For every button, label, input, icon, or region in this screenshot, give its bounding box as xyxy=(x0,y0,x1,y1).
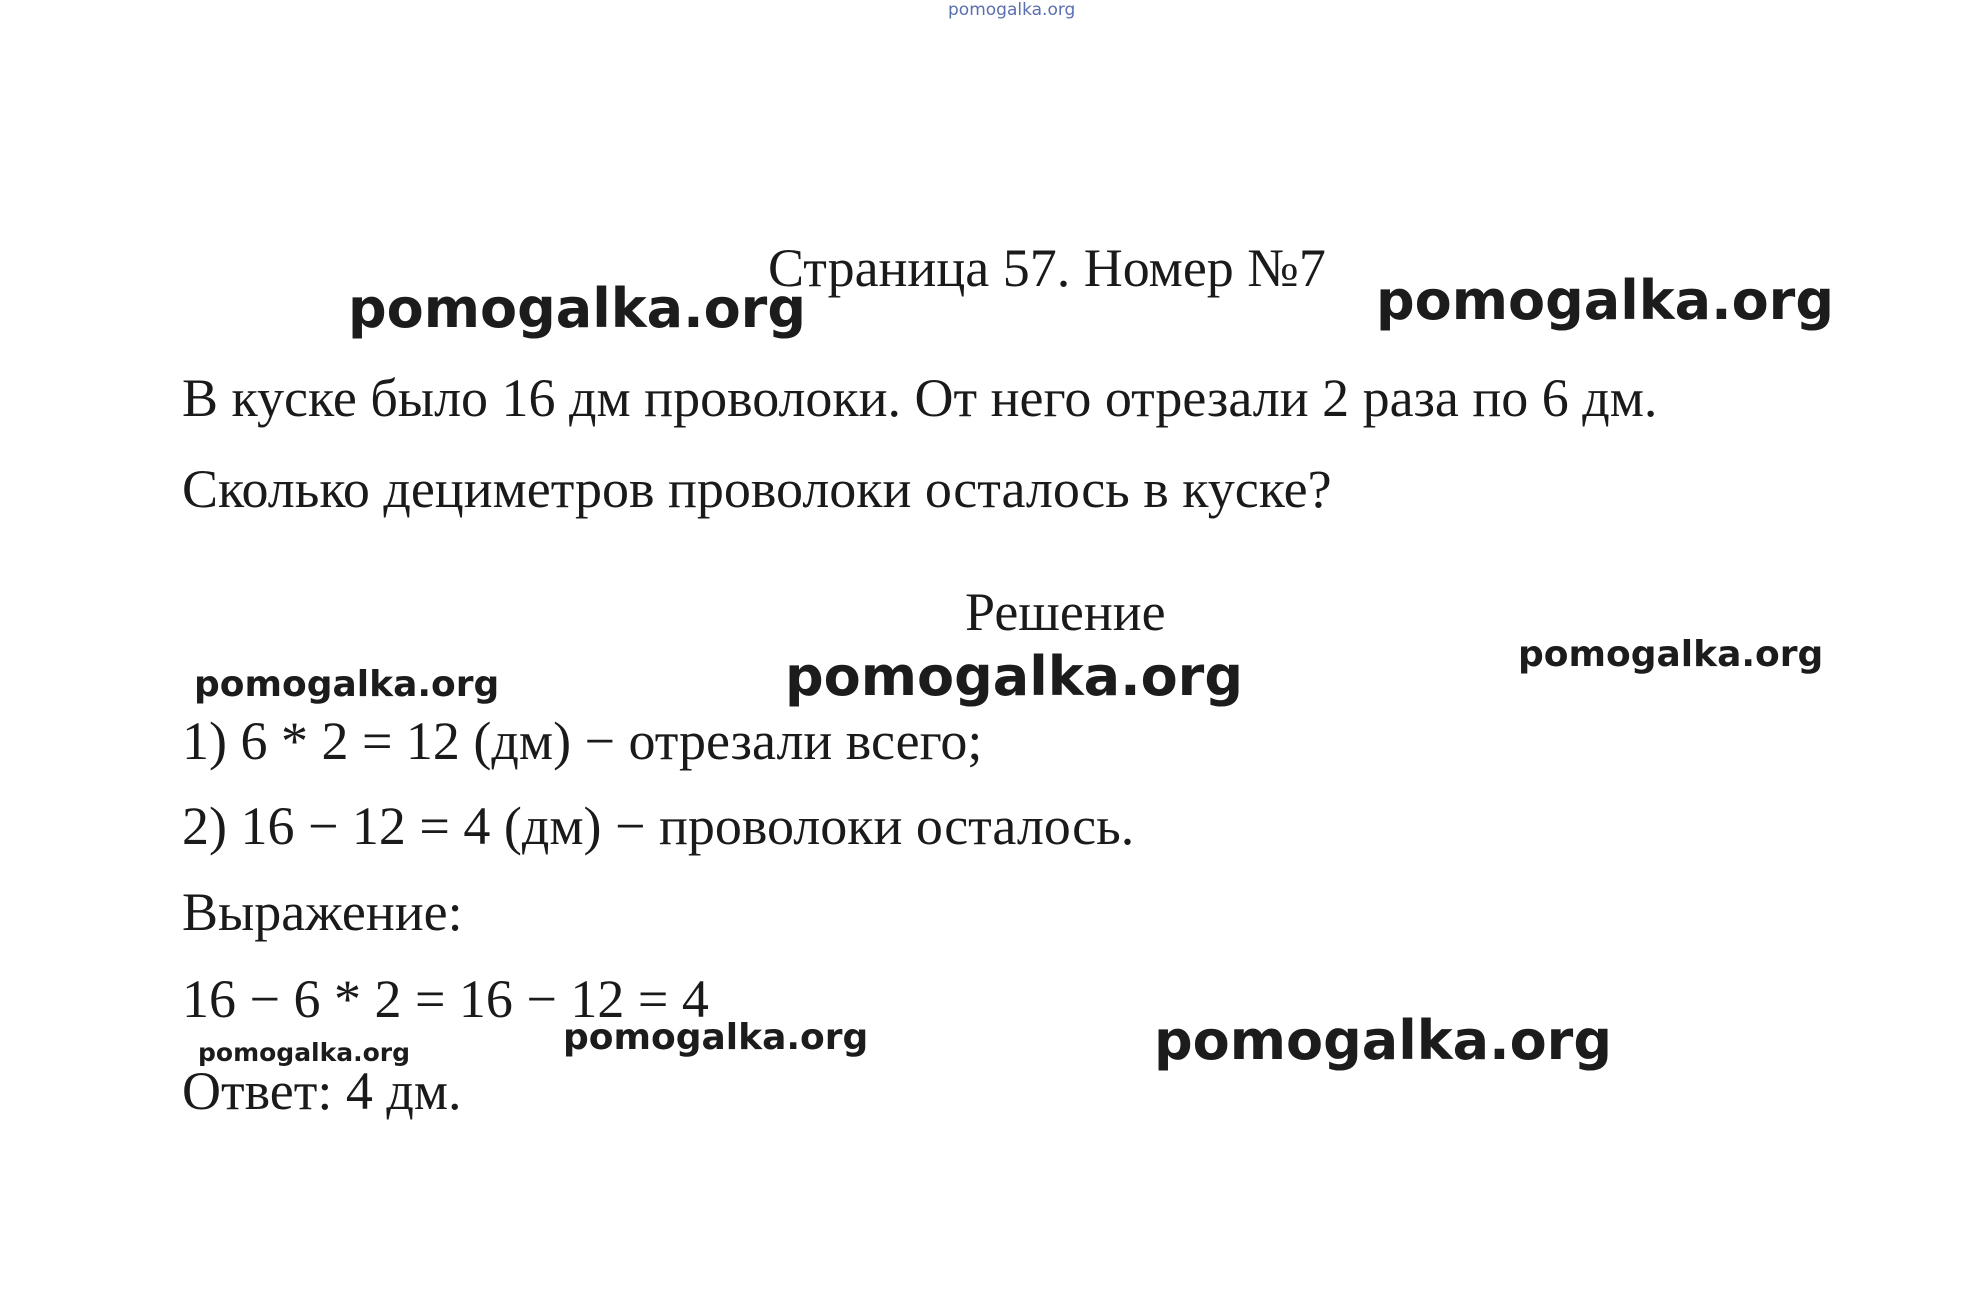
expression-label: Выражение: xyxy=(182,882,463,942)
watermark: pomogalka.org xyxy=(563,1017,869,1058)
problem-text-line-1: В куске было 16 дм проволоки. От него отрезали 2 раза по 6 дм. xyxy=(182,368,1658,428)
page-title: Страница 57. Номер №7 xyxy=(768,238,1326,298)
problem-text-line-2: Сколько дециметров проволоки осталось в куске? xyxy=(182,459,1332,519)
watermark: pomogalka.org xyxy=(785,645,1243,708)
answer: Ответ: 4 дм. xyxy=(182,1061,462,1121)
expression: 16 − 6 * 2 = 16 − 12 = 4 xyxy=(182,969,709,1029)
watermark: pomogalka.org xyxy=(1154,1009,1612,1072)
watermark: pomogalka.org xyxy=(348,277,806,340)
watermark: pomogalka.org xyxy=(198,1038,411,1067)
solution-step-1: 1) 6 * 2 = 12 (дм) − отрезали всего; xyxy=(182,711,983,771)
watermark: pomogalka.org xyxy=(194,664,500,705)
watermark: pomogalka.org xyxy=(1518,634,1824,675)
solution-heading: Решение xyxy=(965,582,1166,642)
solution-step-2: 2) 16 − 12 = 4 (дм) − проволоки осталось. xyxy=(182,796,1135,856)
watermark-top: pomogalka.org xyxy=(948,0,1076,20)
watermark: pomogalka.org xyxy=(1376,269,1834,332)
